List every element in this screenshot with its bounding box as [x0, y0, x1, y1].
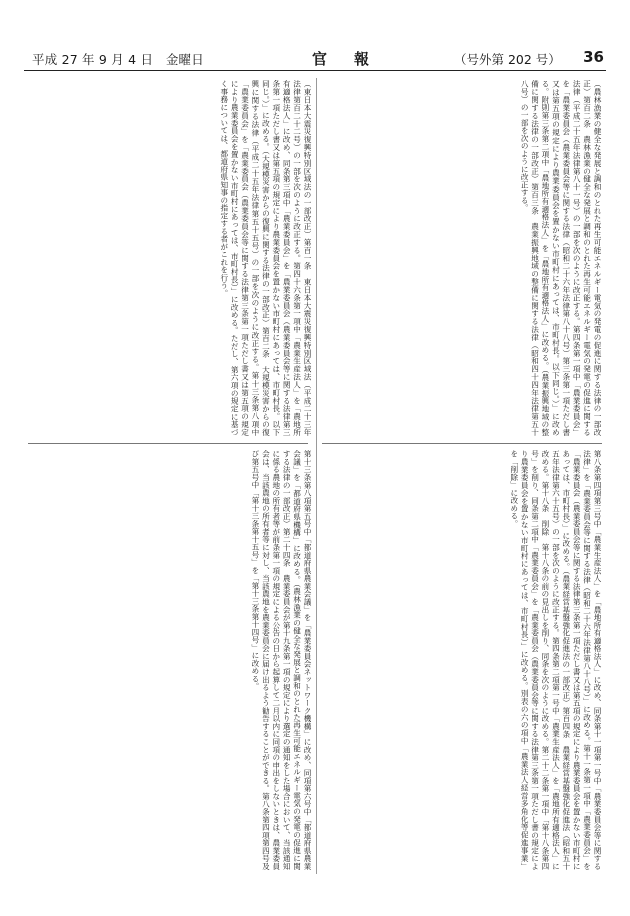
column-text: （東日本大震災復興特別区域法の一部改正）第百一条 東日本大震災復興特別区域法（平成二十三年法律第百二十二号）の一部を次のように改正する。第四十六条第一項中「農業生産法人」を「農地所有適格法人」に改め、同条第三項中「農業委員会」を「農業委員会（農業委員会等に関する法律第三条第一項ただし書又は第五項の規定により農業委員会を置かない市町村にあっては、市町村長。以下同じ。）」に改める。（大規模災害からの復興に関する法律の一部改正）第百二条 大規模災害からの復興に関する法律（平成二十五年法律第五十五号）の一部を次のように改正する。第十三条第八項中「農業委員会」を「農業委員会（農業委員会等に関する法律第三条第一項ただし書又は第五項の規定により農業委員会を置かない市町村にあっては、市町村長）」に改める。ただし、第六項の規定に基づく事務については、都道府県知事の指定する者がこれを行う。 — [219, 80, 312, 436]
text-column-right-bottom — [314, 450, 602, 870]
column-text: （農林漁業の健全な発展と調和のとれた再生可能エネルギー電気の発電の促進に関する法律の一部改正）第百二条 農林漁業の健全な発展と調和のとれた再生可能エネルギー電気の発電の促進に関する法律（平成二十五年法律第八十一号）の一部を次のように改正する。第四条第一項中「農業委員会」を「農業委員会（農業委員会等に関する法律（昭和二十六年法律第八十八号）第三条第一項ただし書又は第五項の規定により農業委員会を置かない市町村にあっては、市町村長。以下同じ。）」に改める。附則第三条第二項中「農地所有適格法人」を「農地所有適格法人」に改める。（農業振興地域の整備に関する法律の一部改正）第百三条 農業振興地域の整備に関する法律（昭和四十四年法律第五十八号）の一部を次のように改正する。 — [520, 80, 602, 436]
column-text: 第十三条第八項第五号中「都道府県農業会議」を「農業委員会ネットワーク機構」に改め、同項第六号中「都道府県農業会議」を「都道府県機構」に改める。（農林漁業の健全な発展と調和のとれた再生可能エネルギー電気の発電の促進に関する法律の一部改正）第二十四条 農業委員会が第十九条第一項の規定により選定の通知をした場合において、当該通知に係る農地の所有者等が前条第一項の規定による公告の日から起算して二月以内に同項の申出をしないときは、農業委員会は、当該農地の所有者等に対し、当該農地を農業委員会に届け出るよう勧告することができる。第八条第四項第四号及び第五号中「第十三条第十五号」を「第十三条第十四号」に改める。 — [250, 450, 312, 870]
issue-date: 平成 27 年 9 月 4 日 金曜日 — [32, 52, 204, 67]
text-column-left-bottom — [24, 450, 312, 870]
horizontal-divider-left — [28, 443, 308, 444]
horizontal-divider-right — [322, 443, 602, 444]
text-column-left-top — [24, 80, 312, 436]
issue-number: （号外第 202 号） — [454, 52, 561, 67]
page-header — [24, 48, 606, 71]
page-number: 36 — [583, 48, 604, 66]
text-column-right-top — [314, 80, 602, 436]
column-text: 第八条第四項第三号中「農業生産法人」を「農地所有適格法人」に改め、同条第十一項第一号中「農業委員会等に関する法律」を「農業委員会等に関する法律（昭和二十六年法律第八十八号）」に改める。第十一条第一項中「農業委員会」を「農業委員会（農業委員会等に関する法律第三条第一項ただし書又は第五項の規定により農業委員会を置かない市町村にあっては、市町村長）」に改める。（農業経営基盤強化促進法の一部改正）第百四条 農業経営基盤強化促進法（昭和五十五年法律第六十五号）の一部を次のように改正する。第四条第二項第一号中「農業生産法人」を「農地所有適格法人」に改める。第十八条 削除 第十八条の前の見出しを削り、同条を次のように改める。第二十二条第一項中「第十八条第四号」を削り、同条第二項中「農業委員会」を「農業委員会（農業委員会等に関する法律第三条第一項ただし書の規定により農業委員会を置かない市町村にあっては、市町村長）」に改める。別表の六の項中「農業法人経営多角化等促進事業」を「削除」に改める。 — [509, 450, 602, 870]
publication-title: 官 報 — [312, 50, 376, 68]
